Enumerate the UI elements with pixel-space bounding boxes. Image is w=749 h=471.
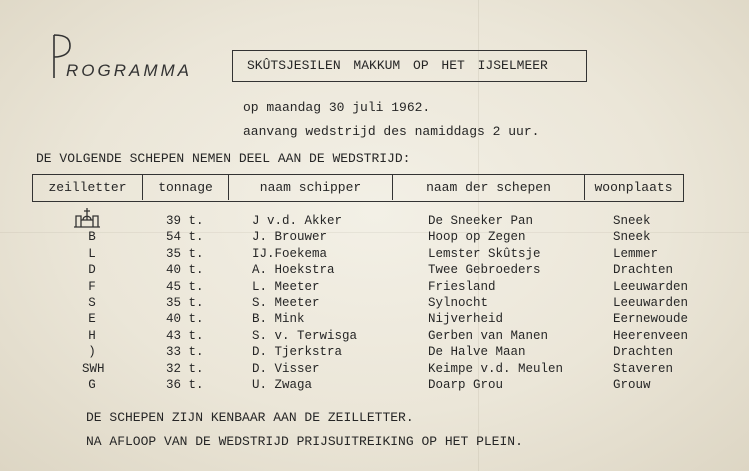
home-town: Leeuwarden <box>613 279 689 294</box>
home-town: Lemmer <box>613 246 659 261</box>
skipper-name: IJ.Foekema <box>252 246 328 261</box>
tonnage-value: 40 t. <box>166 263 204 278</box>
home-town: Heerenveen <box>613 328 689 343</box>
sail-letter: SWH <box>82 361 105 376</box>
skipper-name: S. v. Terwisga <box>252 328 358 343</box>
sail-letter <box>73 206 93 232</box>
col-tonnage: tonnage <box>143 175 229 200</box>
event-title: SKÛTSJESILEN MAKKUM OP HET IJSELMEER <box>247 58 548 73</box>
home-town: Grouw <box>613 378 651 392</box>
skipper-name: L. Meeter <box>252 279 320 294</box>
ship-name: Hoop op Zegen <box>428 230 526 245</box>
skipper-name: U. Zwaga <box>252 378 313 392</box>
sail-letter: D <box>88 263 96 278</box>
col-zeilletter: zeilletter <box>33 175 143 200</box>
event-title-box <box>232 50 587 82</box>
tonnage-value: 54 t. <box>166 230 204 245</box>
skipper-name: D. Visser <box>252 361 320 376</box>
home-town: Sneek <box>613 214 651 228</box>
ship-name: Keimpe v.d. Meulen <box>428 361 564 376</box>
skipper-name: A. Hoekstra <box>252 263 335 278</box>
tonnage-value: 45 t. <box>166 279 204 294</box>
ship-name: Sylnocht <box>428 296 489 310</box>
table-row <box>0 230 749 246</box>
tonnage-value: 32 t. <box>166 361 204 376</box>
home-town: Eernewoude <box>613 312 689 327</box>
table-row <box>0 263 749 279</box>
table-header <box>32 174 684 202</box>
start-time-line: aanvang wedstrijd des namiddags 2 uur. <box>243 124 540 139</box>
tonnage-value: 39 t. <box>166 214 204 228</box>
participants-heading: DE VOLGENDE SCHEPEN NEMEN DEEL AAN DE WEDSTRIJD: <box>36 151 411 166</box>
skipper-name: J v.d. Akker <box>252 214 343 228</box>
sail-letter: F <box>88 279 96 294</box>
tonnage-value: 43 t. <box>166 328 204 343</box>
home-town: Sneek <box>613 230 651 245</box>
table-row <box>0 214 749 230</box>
date-line: op maandag 30 juli 1962. <box>243 100 431 115</box>
table-row <box>0 362 749 378</box>
ship-name: De Halve Maan <box>428 345 526 360</box>
sail-letter: L <box>88 246 96 261</box>
col-schipper: naam schipper <box>229 175 393 200</box>
church-icon <box>73 206 101 228</box>
home-town: Drachten <box>613 345 674 360</box>
table-row <box>0 378 749 394</box>
sail-letter: S <box>88 296 96 310</box>
table-row <box>0 345 749 361</box>
home-town: Leeuwarden <box>613 296 689 310</box>
footer-line-2: NA AFLOOP VAN DE WEDSTRIJD PRIJSUITREIKING OP HET PLEIN. <box>86 434 523 449</box>
home-town: Drachten <box>613 263 674 278</box>
table-row <box>0 280 749 296</box>
ship-name: Gerben van Manen <box>428 328 549 343</box>
table-row <box>0 247 749 263</box>
skipper-name: D. Tjerkstra <box>252 345 343 360</box>
sail-letter: G <box>88 378 96 392</box>
tonnage-value: 33 t. <box>166 345 204 360</box>
ship-name: Friesland <box>428 279 496 294</box>
ship-name: De Sneeker Pan <box>428 214 534 228</box>
sail-letter: H <box>88 328 96 343</box>
programma-logo <box>50 32 220 80</box>
home-town: Staveren <box>613 361 674 376</box>
logo-text: ROGRAMMA <box>66 61 192 80</box>
skipper-name: J. Brouwer <box>252 230 328 245</box>
sail-letter: E <box>88 312 96 327</box>
ship-name: Nijverheid <box>428 312 504 327</box>
footer-line-1: DE SCHEPEN ZIJN KENBAAR AAN DE ZEILLETTER. <box>86 410 414 425</box>
table-row <box>0 312 749 328</box>
ship-name: Doarp Grou <box>428 378 504 392</box>
tonnage-value: 40 t. <box>166 312 204 327</box>
table-row <box>0 296 749 312</box>
sail-letter: ) <box>88 345 96 360</box>
col-woonplaats: woonplaats <box>594 180 673 195</box>
sail-letter: B <box>88 230 96 245</box>
skipper-name: S. Meeter <box>252 296 320 310</box>
tonnage-value: 35 t. <box>166 296 204 310</box>
skipper-name: B. Mink <box>252 312 305 327</box>
tonnage-value: 35 t. <box>166 246 204 261</box>
ship-name: Lemster Skûtsje <box>428 246 541 261</box>
col-schepen: naam der schepen <box>393 175 585 200</box>
ship-name: Twee Gebroeders <box>428 263 541 278</box>
tonnage-value: 36 t. <box>166 378 204 392</box>
table-row <box>0 329 749 345</box>
